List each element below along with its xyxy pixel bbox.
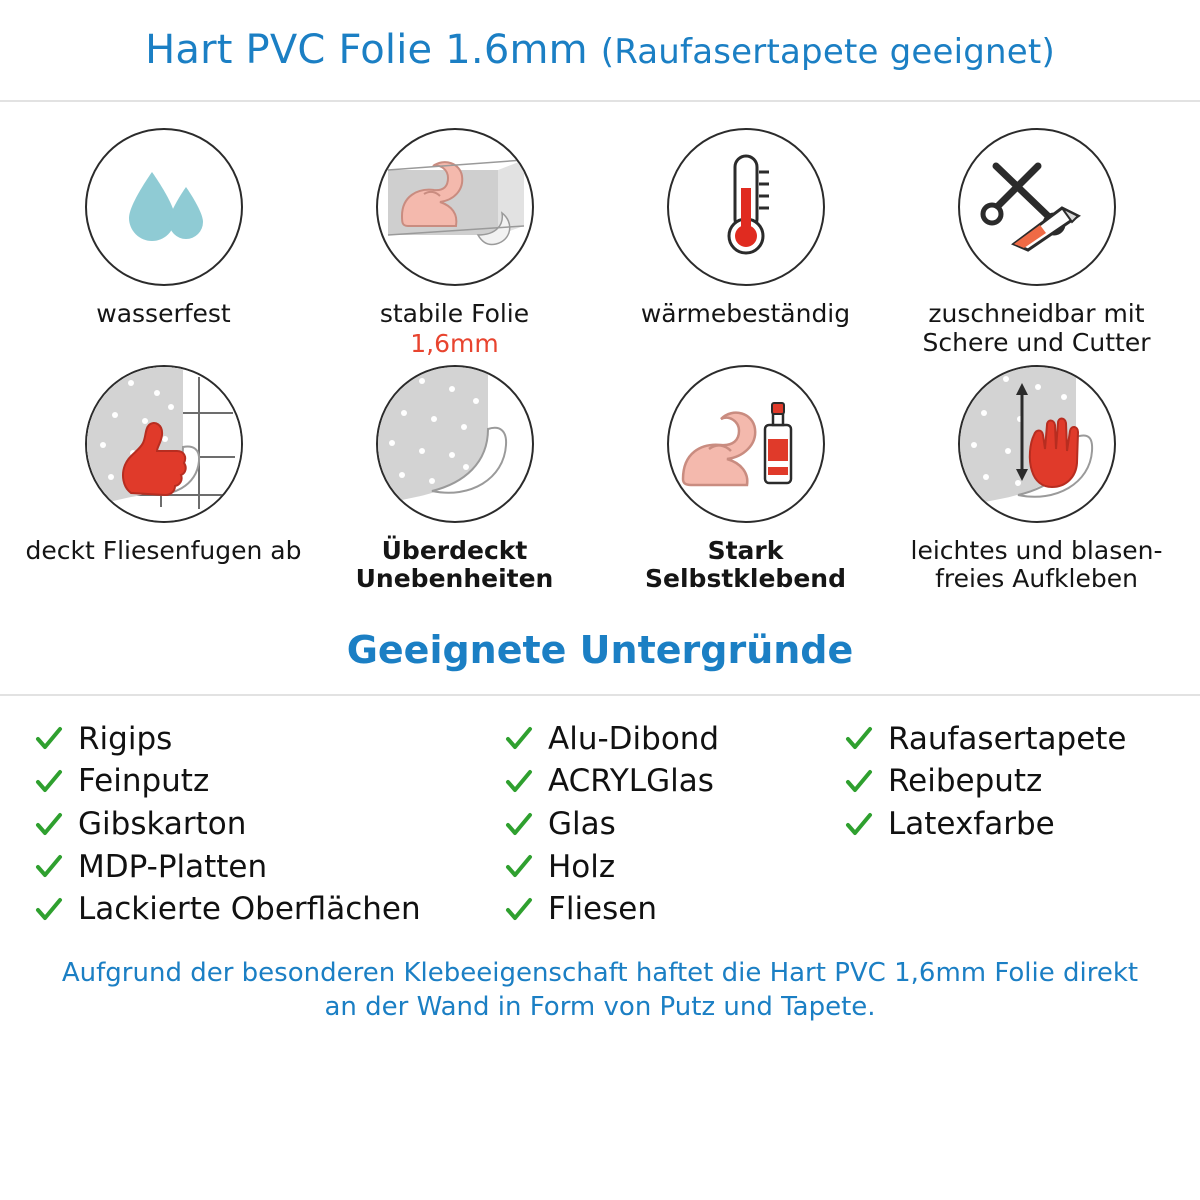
list-item (844, 720, 1166, 760)
check-icon (844, 724, 874, 754)
feature-item (18, 128, 309, 359)
feature-item (18, 365, 309, 594)
section-header (0, 628, 1200, 696)
list-item (504, 720, 844, 760)
feature-grid (0, 102, 1200, 594)
list-item (504, 890, 844, 930)
footer-note: Aufgrund der besonderen Klebeeigenschaft haftet die Hart PVC 1,6mm Folie direkt an der Wand in Form von Putz und Tapete. (61, 957, 1139, 1023)
check-icon (504, 852, 534, 882)
feature-item (309, 128, 600, 359)
check-icon (34, 724, 64, 754)
list-item (844, 762, 1166, 802)
feature-item (891, 365, 1182, 594)
list-item (504, 805, 844, 845)
list-item-label: Alu-Dibond (548, 720, 720, 757)
list-item (504, 762, 844, 802)
check-icon (504, 724, 534, 754)
list-item (504, 848, 844, 888)
feature-item (600, 128, 891, 359)
thumbs-up-tiles-icon (85, 365, 243, 523)
list-item-label: Lackierte Oberflächen (78, 891, 421, 928)
check-icon (504, 767, 534, 797)
check-icon (34, 767, 64, 797)
list-item (34, 890, 504, 930)
feature-label: stabile Folie (379, 299, 530, 328)
list-item-label: Latexfarbe (888, 805, 1055, 842)
list-item-label: Gibskarton (78, 805, 247, 842)
page-title (145, 27, 1055, 73)
list-item (844, 805, 1166, 845)
list-item-label: Glas (548, 805, 616, 842)
check-icon (844, 810, 874, 840)
substrates-column-1 (34, 720, 504, 930)
page-title-main: Hart PVC Folie 1.6mm (145, 27, 588, 73)
feature-label: Überdeckt Unebenheiten (355, 535, 554, 593)
list-item-label: Reibeputz (888, 763, 1043, 800)
list-item-label: MDP-Platten (78, 848, 268, 885)
check-icon (844, 767, 874, 797)
page-title-sub: (Raufasertapete geeignet) (600, 32, 1055, 72)
feature-item (600, 365, 891, 594)
feature-sublabel: 1,6mm (410, 328, 499, 358)
list-item (34, 762, 504, 802)
list-item-label: Holz (548, 848, 616, 885)
thermometer-icon (667, 128, 825, 286)
feature-label: wärmebeständig (640, 299, 851, 328)
check-icon (34, 810, 64, 840)
list-item-label: Rigips (78, 720, 173, 757)
strong-arm-foil-icon (376, 128, 534, 286)
check-icon (34, 852, 64, 882)
feature-label: leichtes und blasen- freies Aufkleben (910, 535, 1163, 593)
check-icon (34, 895, 64, 925)
scissors-cutter-icon (958, 128, 1116, 286)
list-item (34, 805, 504, 845)
feature-item (891, 128, 1182, 359)
feature-label: Stark Selbstklebend (645, 535, 846, 593)
feature-label: deckt Fliesenfugen ab (25, 535, 302, 565)
check-icon (504, 895, 534, 925)
list-item (34, 848, 504, 888)
header (0, 0, 1200, 102)
water-drops-icon (85, 128, 243, 286)
list-item-label: Feinputz (78, 763, 210, 800)
substrates-column-2 (504, 720, 844, 930)
check-icon (504, 810, 534, 840)
feature-label: zuschneidbar mit Schere und Cutter (922, 299, 1151, 357)
foil-peel-icon (376, 365, 534, 523)
list-item-label: ACRYLGlas (548, 763, 714, 800)
arm-glue-icon (667, 365, 825, 523)
section-title: Geeignete Untergründe (346, 627, 854, 672)
feature-item (309, 365, 600, 594)
feature-label: wasserfest (96, 299, 231, 328)
substrates-column-3 (844, 720, 1166, 930)
list-item-label: Fliesen (548, 891, 657, 928)
list-item (34, 720, 504, 760)
list-item-label: Raufasertapete (888, 720, 1127, 757)
substrates-list (0, 696, 1200, 930)
hand-smoothing-icon (958, 365, 1116, 523)
